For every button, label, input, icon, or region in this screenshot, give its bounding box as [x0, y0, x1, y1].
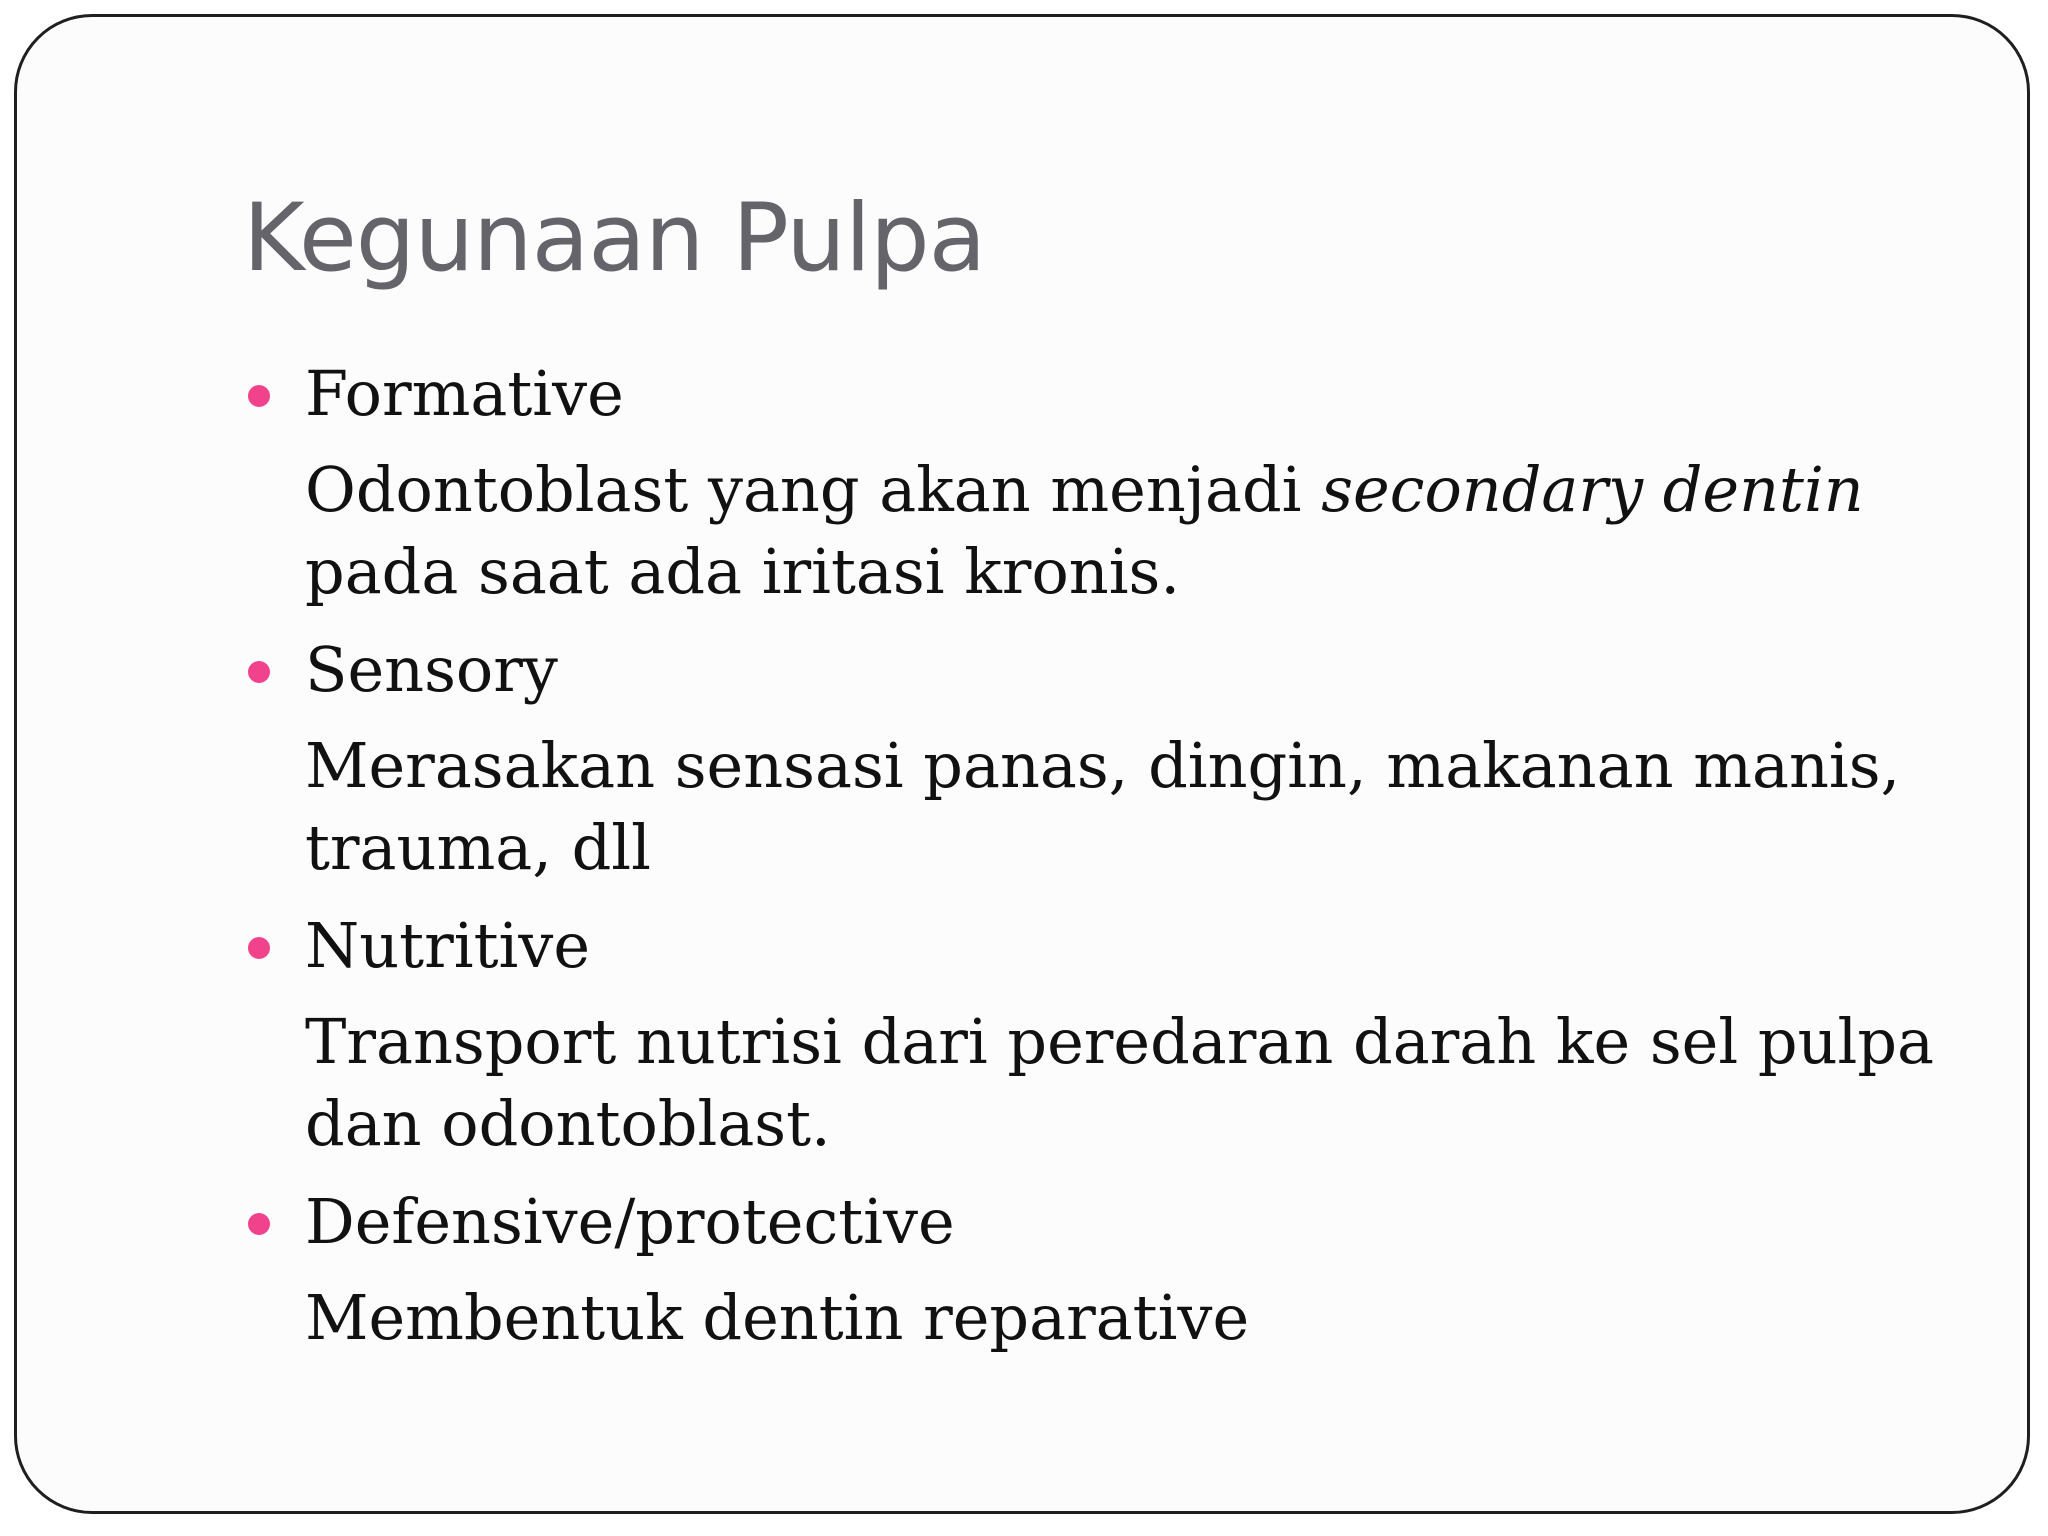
bullet-dot-icon: [248, 937, 270, 959]
bullet-description: Membentuk dentin reparative: [305, 1281, 1250, 1354]
bullet-description: Transport nutrisi dari peredaran darah ke sel pulpa dan odontoblast.: [305, 1005, 1935, 1160]
bullet-dot-icon: [248, 385, 270, 407]
bullet-description: Merasakan sensasi panas, dingin, makanan manis, trauma, dll: [305, 729, 1901, 884]
bullet-dot-icon: [248, 661, 270, 683]
slide-frame: [14, 14, 2030, 1514]
description-text: Odontoblast yang akan menjadi: [305, 453, 1322, 526]
bullet-item-sensory: [243, 629, 1963, 889]
description-text: pada saat ada iritasi kronis.: [305, 535, 1181, 608]
bullet-heading: Sensory: [305, 633, 558, 706]
bullet-heading: Nutritive: [305, 909, 591, 982]
bullet-description: [305, 449, 1963, 613]
bullet-heading: Defensive/protective: [305, 1185, 955, 1258]
slide-title: Kegunaan Pulpa: [243, 184, 986, 293]
bullet-dot-icon: [248, 1213, 270, 1235]
bullet-list: [243, 353, 1963, 1375]
bullet-item-nutritive: [243, 905, 1963, 1165]
bullet-heading: Formative: [305, 357, 624, 430]
description-italic-text: secondary dentin: [1321, 453, 1864, 526]
bullet-item-defensive: [243, 1181, 1963, 1359]
bullet-item-formative: [243, 353, 1963, 613]
